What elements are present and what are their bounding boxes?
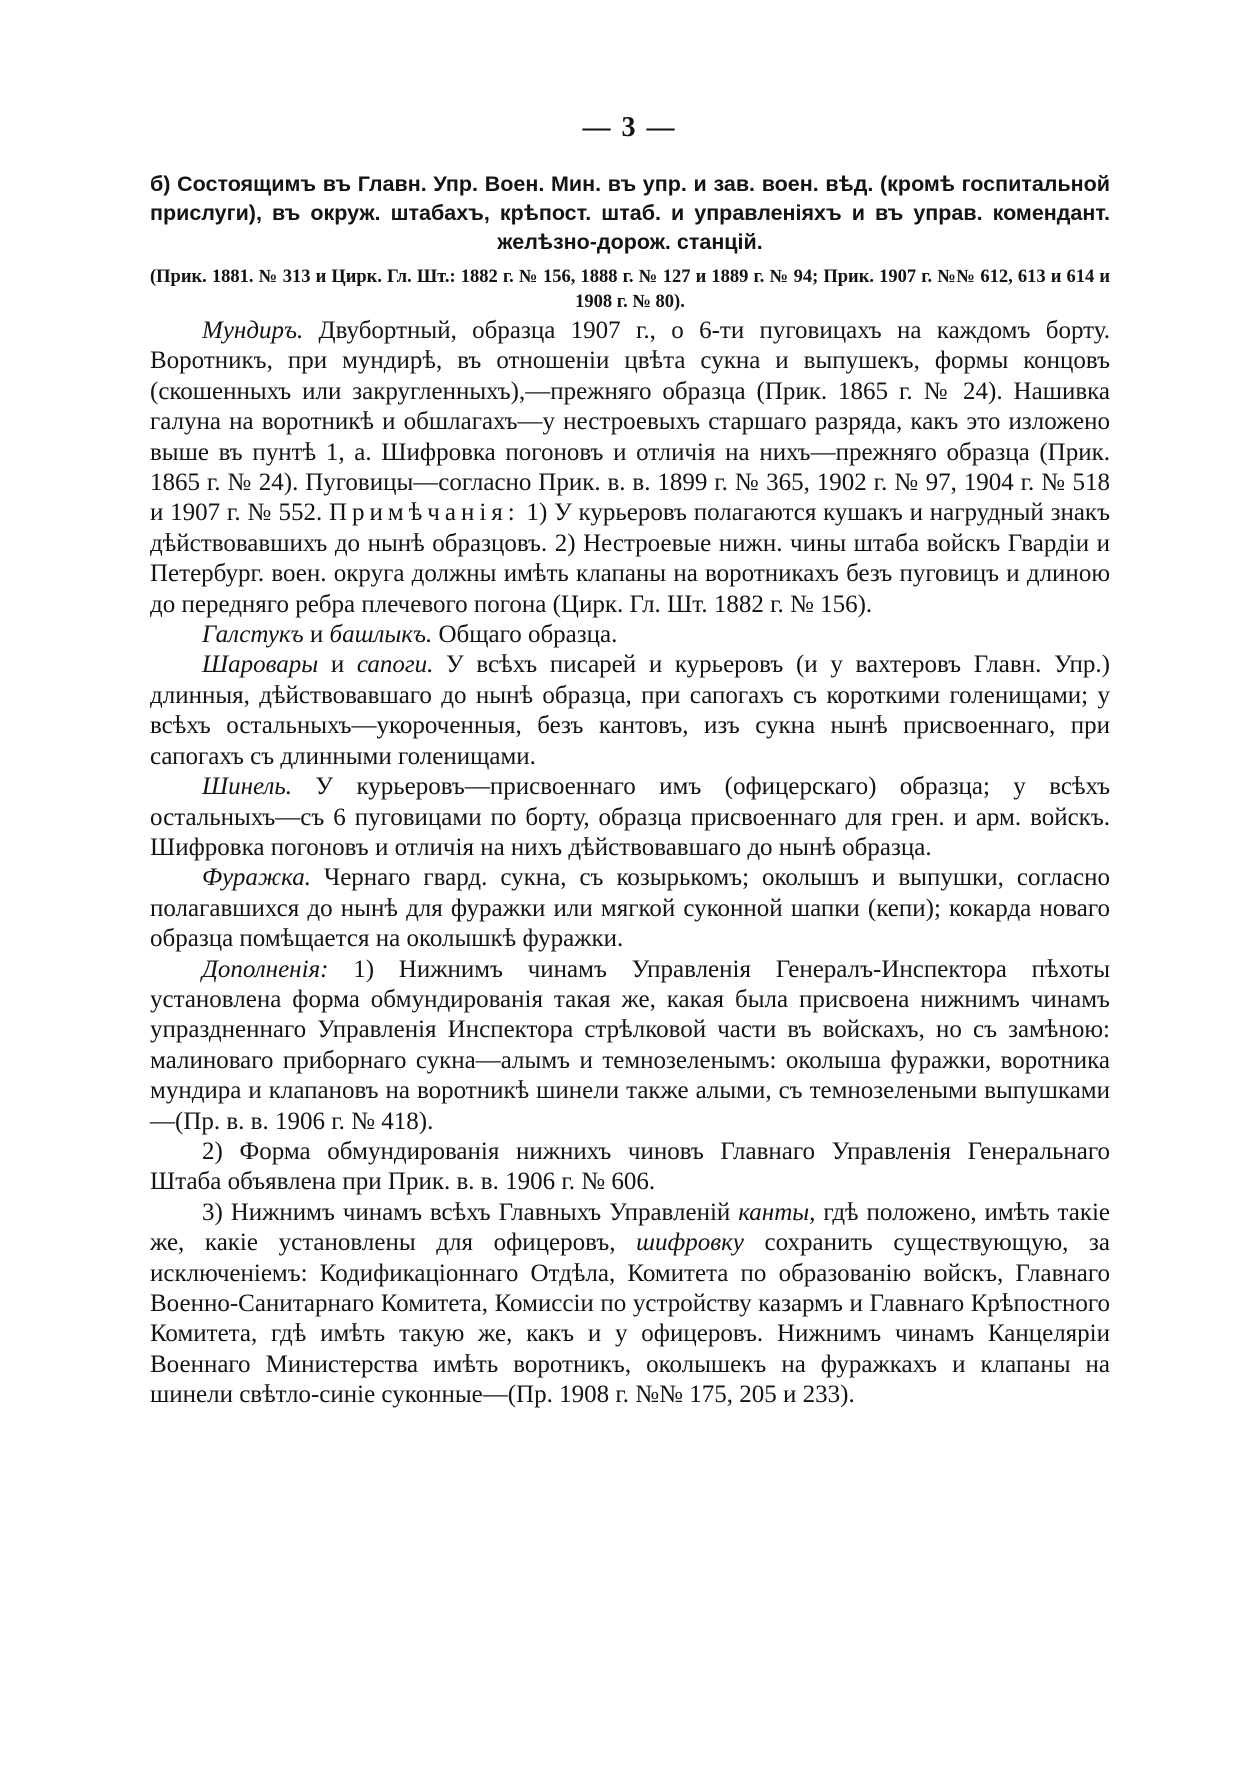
uniform-label: Мундиръ. (202, 317, 304, 344)
cap-text: Чернаго гвард. сукна, съ козырькомъ; околышъ и выпушки, согласно полагавшихся до нынѣ для фуражки или мягкой суконной шапки (кепи); кокарда новаго образца помѣщается на околышкѣ фуражки. (150, 864, 1110, 953)
cipher-label: шифровку (636, 1229, 744, 1257)
paragraph-supplement-3 (150, 1198, 1110, 1411)
trousers-mid: и (318, 651, 357, 679)
tie-label: Галстукъ (202, 621, 304, 649)
supplement-1-text: 1) Нижнимъ чинамъ Управленія Генералъ-Инспектора пѣхоты установлена форма обмундированія такая же, какая была присвоена нижнимъ чинамъ упраздненнаго Управленія Инспектора стрѣлковой части въ войскахъ, но съ замѣною: малиноваго приборнаго сукна—алымъ и темнозеленымъ: околыша фуражки, воротника мундира и клапановъ на воротникѣ шинели также алыми, съ темнозелеными выпушками—(Пр. в. в. 1906 г. № 418). (150, 955, 1110, 1135)
paragraph-cap (150, 863, 1110, 954)
paragraph-supplement-2: 2) Форма обмундированія нижнихъ чиновъ Главнаго Управленія Генеральнаго Штаба объявлена при Прик. в. в. 1906 г. № 606. (150, 1137, 1110, 1196)
section-heading: б) Состоящимъ въ Главн. Упр. Воен. Мин. въ упр. и зав. воен. вѣд. (кромѣ госпитальной прислуги), въ окруж. штабахъ, крѣпост. штаб. и управленіяхъ и въ управ. комендант. желѣзно-дорож. станцій. (150, 172, 1110, 254)
tie-text: Общаго образца. (432, 621, 618, 649)
cap-label: Фуражка. (202, 864, 311, 892)
paragraph-uniform (150, 316, 1110, 620)
document-body (150, 316, 1110, 1411)
trousers-text: У всѣхъ писарей и курьеровъ (и у вахтеровъ Главн. Упр.) длинныя, дѣйствовавшаго до нынѣ образца, при сапогахъ съ короткими голенищами; у всѣхъ остальныхъ—укороченныя, безъ кантовъ, изъ сукна нынѣ присвоеннаго, при сапогахъ съ длинными голенищами. (150, 651, 1110, 770)
paragraph-greatcoat (150, 772, 1110, 863)
uniform-text: Двубортный, образца 1907 г., о 6-ти пуговицахъ на каждомъ борту. Воротникъ, при мундирѣ, въ отношеніи цвѣта сукна и выпушекъ, формы концовъ (скошенныхъ или закругленныхъ),—прежняго образца (Прик. 1865 г. № 24). Нашивка галуна на воротникѣ и обшлагахъ—у нестроевыхъ старшаго разряда, какъ это изложено выше въ пунтѣ 1, а. Шифровка погоновъ и отличія на нихъ—прежняго образца (Прик. 1865 г. № 24). Пуговицы—согласно Прик. в. в. 1899 г. № 365, 1902 г. № 97, 1904 г. № 518 и 1907 г. № 552. (150, 317, 1110, 527)
supplement-3-text-c: сохранить существующую, за исключеніемъ: Кодификаціоннаго Отдѣла, Комитета по образованію войскъ, Главнаго Военно-Санитарнаго Комитета, Комиссіи по устройству казармъ и Главнаго Крѣпостного Комитета, гдѣ имѣть такую же, какъ и у офицеровъ. Нижнимъ чинамъ Канцеляріи Военнаго Министерства имѣть воротникъ, околышекъ на фуражкахъ и клапаны на шинели свѣтло-синіе суконные—(Пр. 1908 г. №№ 175, 205 и 233). (150, 1229, 1110, 1409)
boots-label: сапоги. (356, 651, 434, 679)
page-number: — 3 — (582, 112, 677, 143)
references: (Прик. 1881. № 313 и Цирк. Гл. Шт.: 1882 г. № 156, 1888 г. № 127 и 1889 г. № 94; Прик. 1907 г. №№ 612, 613 и 614 и 1908 г. № 80). (150, 267, 1110, 312)
supplement-3-text-b: гдѣ положено, имѣть такіе же, какіе установлены для офицеровъ, (150, 1198, 1111, 1257)
trousers-label: Шаровары (202, 651, 319, 679)
supplement-label: Дополненія: (202, 955, 329, 983)
greatcoat-label: Шинель. (202, 773, 292, 801)
tie-mid: и (303, 621, 330, 649)
greatcoat-text: У курьеровъ—присвоеннаго имъ (офицерскаго) образца; у всѣхъ остальныхъ—съ 6 пуговицами по борту, образца присвоеннаго для грен. и арм. войскъ. Шифровка погоновъ и отличія на нихъ дѣйствовавшаго до нынѣ образца. (150, 773, 1110, 861)
paragraph-trousers (150, 650, 1110, 772)
uniform-note-text: 1) У курьеровъ полагаются кушакъ и нагрудный знакъ дѣйствовавшихъ до нынѣ образцовъ. 2) Нестроевые нижн. чины штаба войскъ Гвардіи и Петербург. воен. округа должны имѣть клапаны на воротникахъ безъ пуговицъ и длиною до передняго ребра плечевого погона (Цирк. Гл. Шт. 1882 г. № 156). (150, 499, 1110, 618)
paragraph-tie (150, 620, 1110, 650)
piping-label: канты, (738, 1198, 816, 1226)
hood-label: башлыкъ. (329, 621, 433, 649)
paragraph-supplement-1 (150, 955, 1110, 1137)
uniform-note-label: Примѣчанія: (328, 499, 520, 527)
supplement-3-text-a: 3) Нижнимъ чинамъ всѣхъ Главныхъ Управленій (202, 1198, 739, 1226)
